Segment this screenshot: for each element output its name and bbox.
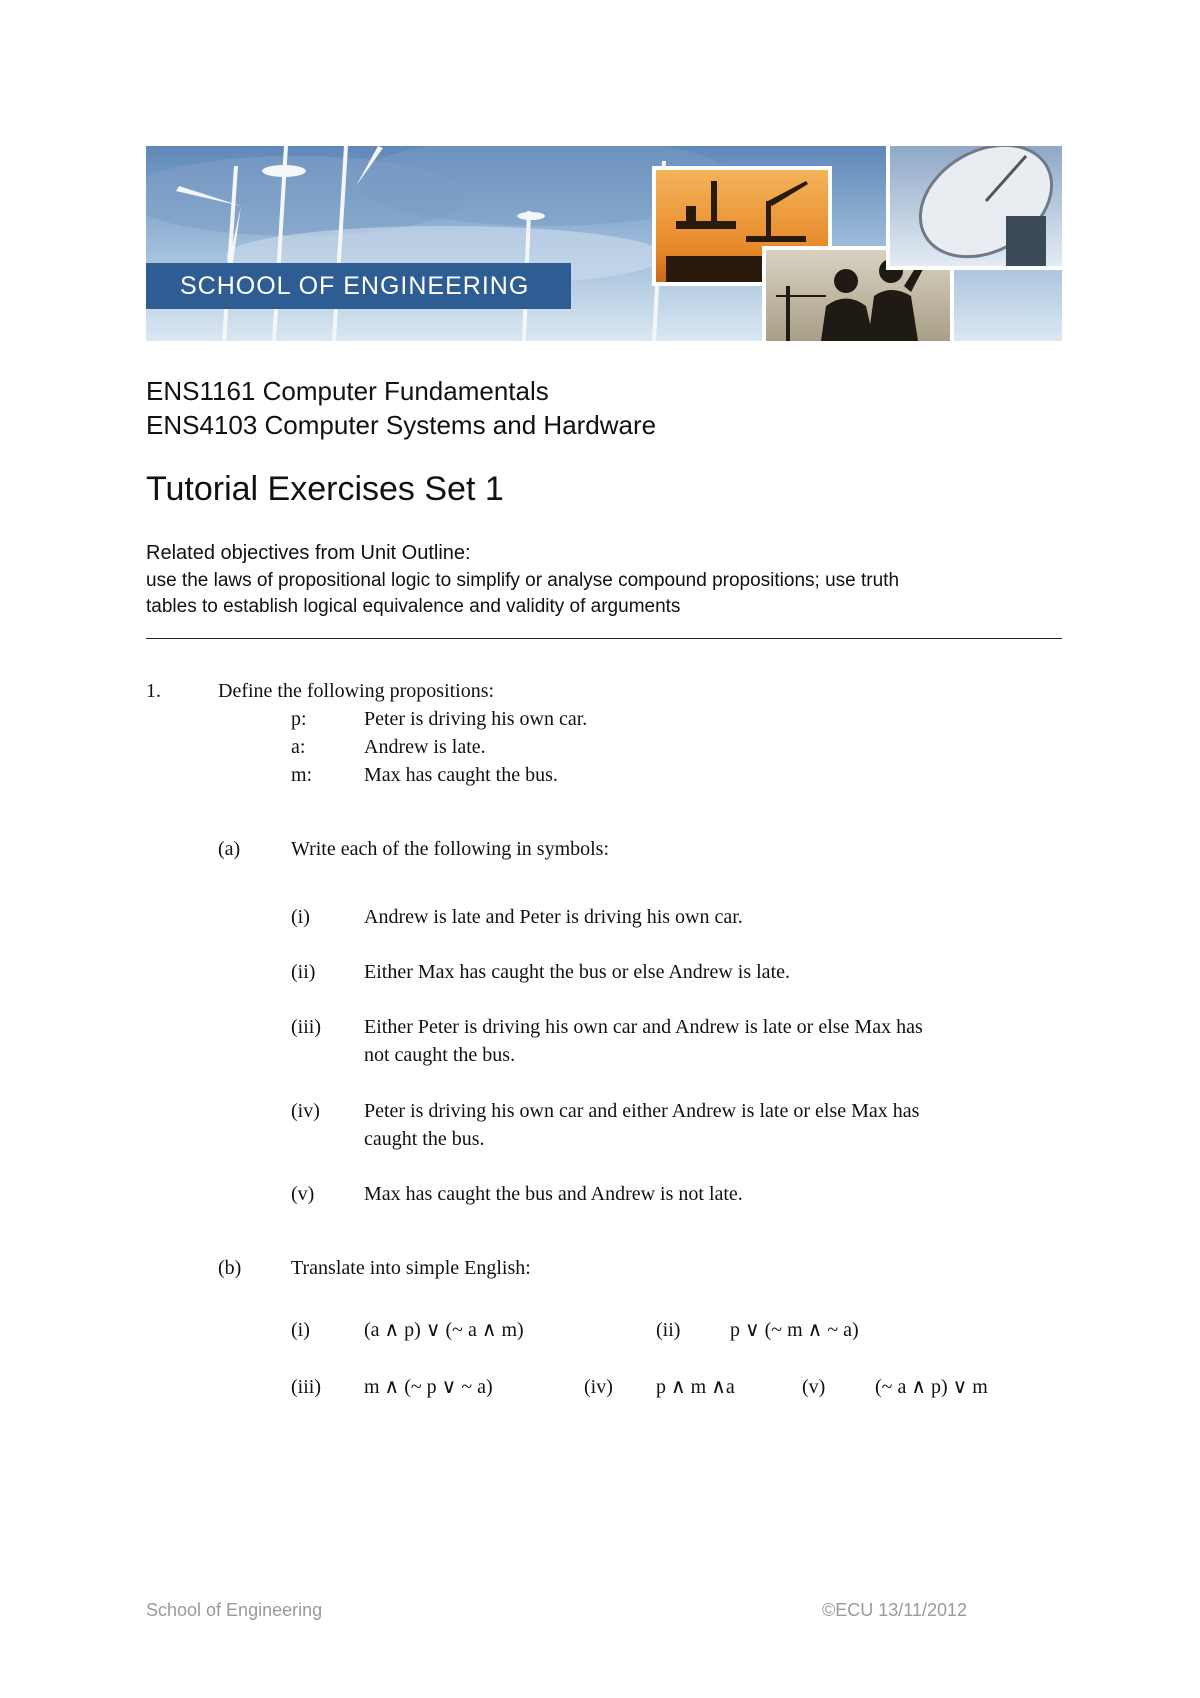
item-text-continued: caught the bus. bbox=[364, 1128, 485, 1150]
page-title: Tutorial Exercises Set 1 bbox=[146, 470, 504, 508]
part-a-label: (a) bbox=[218, 838, 241, 860]
item-number: (v) bbox=[291, 1183, 315, 1205]
divider bbox=[146, 638, 1062, 639]
item-text: Peter is driving his own car and either Andrew is late or else Max has bbox=[364, 1100, 920, 1122]
item-number: (v) bbox=[802, 1376, 826, 1398]
definition-symbol: p: bbox=[291, 708, 307, 730]
banner-label-box bbox=[146, 263, 571, 309]
item-number: (iii) bbox=[291, 1016, 321, 1038]
question-number: 1. bbox=[146, 680, 161, 702]
item-text: Either Peter is driving his own car and Andrew is late or else Max has bbox=[364, 1016, 923, 1038]
banner-image bbox=[146, 146, 1062, 341]
objectives-line-2: tables to establish logical equivalence and validity of arguments bbox=[146, 596, 681, 617]
definition-symbol: m: bbox=[291, 764, 313, 786]
part-b-text: Translate into simple English: bbox=[291, 1257, 531, 1279]
course-code-1: ENS1161 Computer Fundamentals bbox=[146, 376, 549, 406]
item-text: Andrew is late and Peter is driving his own car. bbox=[364, 906, 743, 928]
course-code-2: ENS4103 Computer Systems and Hardware bbox=[146, 410, 657, 440]
definition-text: Andrew is late. bbox=[364, 736, 486, 758]
item-number: (iv) bbox=[291, 1100, 320, 1122]
logic-expression: p ∧ m ∧a bbox=[656, 1376, 735, 1398]
definition-text: Peter is driving his own car. bbox=[364, 708, 588, 730]
part-a-text: Write each of the following in symbols: bbox=[291, 838, 610, 860]
item-text-continued: not caught the bus. bbox=[364, 1044, 516, 1066]
logic-expression: p ∨ (~ m ∧ ~ a) bbox=[730, 1319, 859, 1341]
footer-right: ©ECU 13/11/2012 bbox=[822, 1600, 968, 1620]
definition-text: Max has caught the bus. bbox=[364, 764, 558, 786]
item-number: (i) bbox=[291, 1319, 310, 1341]
item-number: (iv) bbox=[584, 1376, 613, 1398]
item-number: (i) bbox=[291, 906, 310, 928]
question-intro: Define the following propositions: bbox=[218, 680, 495, 702]
objectives-line-1: use the laws of propositional logic to simplify or analyse compound propositions; use truth bbox=[146, 570, 900, 591]
footer-left: School of Engineering bbox=[146, 1600, 323, 1620]
banner-label: SCHOOL OF ENGINEERING bbox=[180, 271, 530, 300]
item-text: Either Max has caught the bus or else Andrew is late. bbox=[364, 961, 790, 983]
logic-expression: (~ a ∧ p) ∨ m bbox=[875, 1376, 988, 1398]
item-number: (ii) bbox=[656, 1319, 681, 1341]
objectives-heading: Related objectives from Unit Outline: bbox=[146, 542, 471, 564]
logic-expression: (a ∧ p) ∨ (~ a ∧ m) bbox=[364, 1319, 524, 1341]
item-text: Max has caught the bus and Andrew is not late. bbox=[364, 1183, 743, 1205]
item-number: (ii) bbox=[291, 961, 316, 983]
header-banner bbox=[146, 146, 1062, 341]
logic-expression: m ∧ (~ p ∨ ~ a) bbox=[364, 1376, 493, 1398]
part-b-label: (b) bbox=[218, 1257, 242, 1279]
definition-symbol: a: bbox=[291, 736, 306, 758]
item-number: (iii) bbox=[291, 1376, 321, 1398]
